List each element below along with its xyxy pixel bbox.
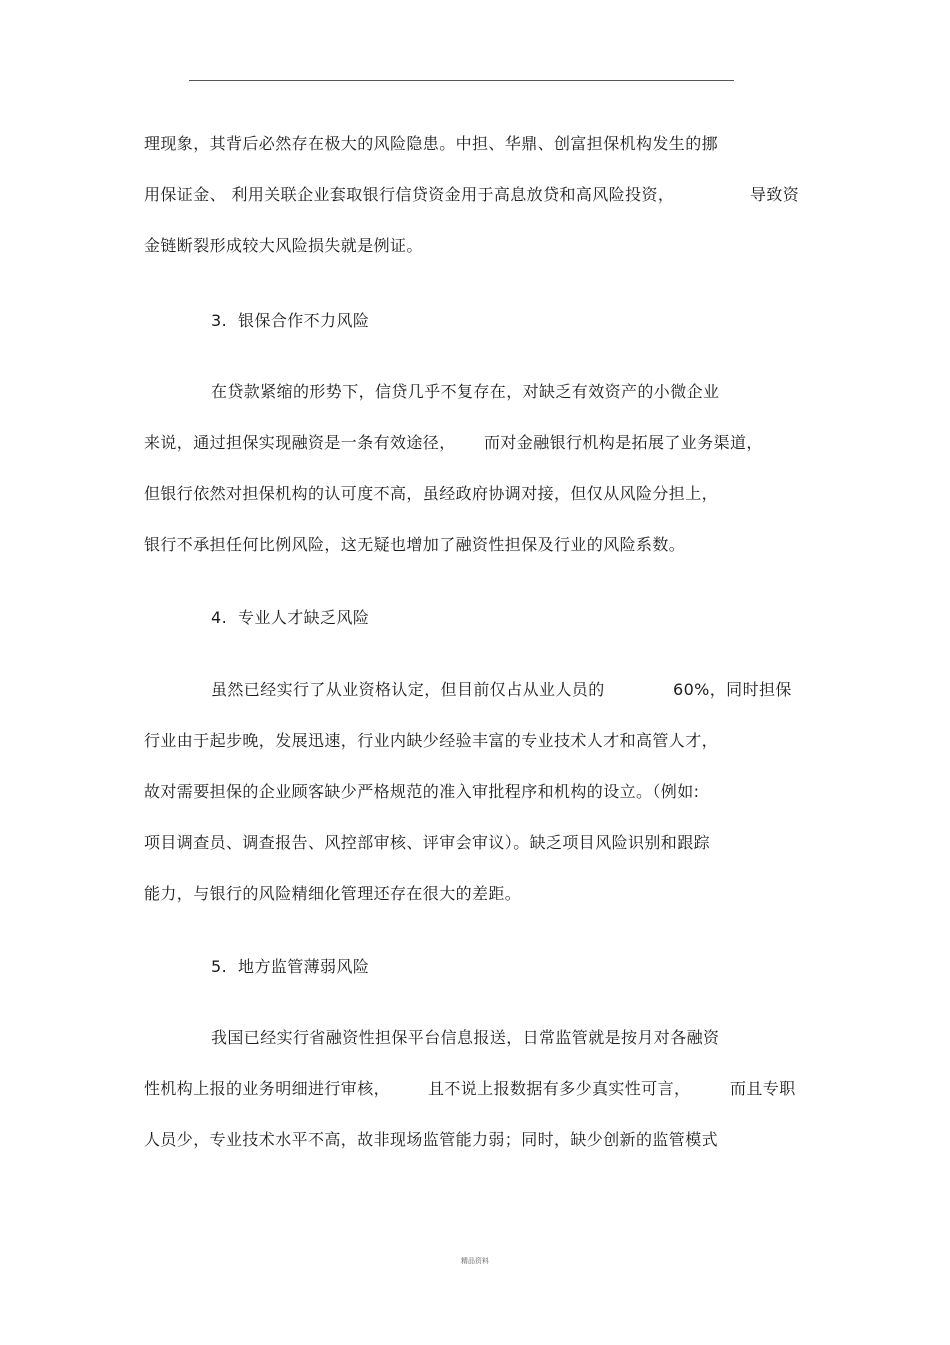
paragraph-line: 来说，通过担保实现融资是一条有效途径， bbox=[144, 433, 456, 452]
paragraph-line: 但银行依然对担保机构的认可度不高，虽经政府协调对接，但仅从风险分担上， bbox=[144, 484, 719, 503]
paragraph-line: 能力，与银行的风险精细化管理还存在很大的差距。 bbox=[144, 884, 522, 903]
section-heading: 3. 银保合作不力风险 bbox=[211, 311, 370, 330]
paragraph-line: 项目调查员、调查报告、风控部审核、评审会审议）。缺乏项目风险识别和跟踪 bbox=[144, 833, 711, 852]
paragraph-line: 虽然已经实行了从业资格认定，但目前仅占从业人员的 bbox=[211, 680, 605, 699]
paragraph-line: 性机构上报的业务明细进行审核， bbox=[144, 1079, 391, 1098]
paragraph-line: 银行不承担任何比例风险，这无疑也增加了融资性担保及行业的风险系数。 bbox=[144, 535, 686, 554]
paragraph-line: 故对需要担保的企业顾客缺少严格规范的准入审批程序和机构的设立。（例如: bbox=[144, 782, 700, 801]
paragraph-line: 而对金融银行机构是拓展了业务渠道， bbox=[484, 433, 763, 452]
paragraph-line: 金链断裂形成较大风险损失就是例证。 bbox=[144, 236, 423, 255]
paragraph-line: 在贷款紧缩的形势下，信贷几乎不复存在，对缺乏有效资产的小微企业 bbox=[211, 382, 720, 401]
page-footer: 精品资料 bbox=[461, 1257, 489, 1265]
paragraph-line: 用保证金、 利用关联企业套取银行信贷资金用于高息放贷和高风险投资， bbox=[144, 185, 675, 204]
section-heading: 5. 地方监管薄弱风险 bbox=[211, 957, 370, 976]
paragraph-line: 而且专职 bbox=[730, 1079, 796, 1098]
header-rule bbox=[189, 80, 734, 81]
paragraph-line: 60%，同时担保 bbox=[673, 680, 792, 699]
paragraph-line: 导致资 bbox=[750, 185, 800, 204]
section-heading: 4. 专业人才缺乏风险 bbox=[211, 608, 370, 627]
paragraph-line: 理现象，其背后必然存在极大的风险隐患。中担、华鼎、创富担保机构发生的挪 bbox=[144, 134, 719, 153]
paragraph-line: 人员少，专业技术水平不高，故非现场监管能力弱；同时，缺少创新的监管模式 bbox=[144, 1130, 719, 1149]
paragraph-line: 行业由于起步晚，发展迅速，行业内缺少经验丰富的专业技术人才和高管人才， bbox=[144, 731, 719, 750]
paragraph-line: 且不说上报数据有多少真实性可言， bbox=[428, 1079, 691, 1098]
paragraph-line: 我国已经实行省融资性担保平台信息报送，日常监管就是按月对各融资 bbox=[211, 1028, 720, 1047]
